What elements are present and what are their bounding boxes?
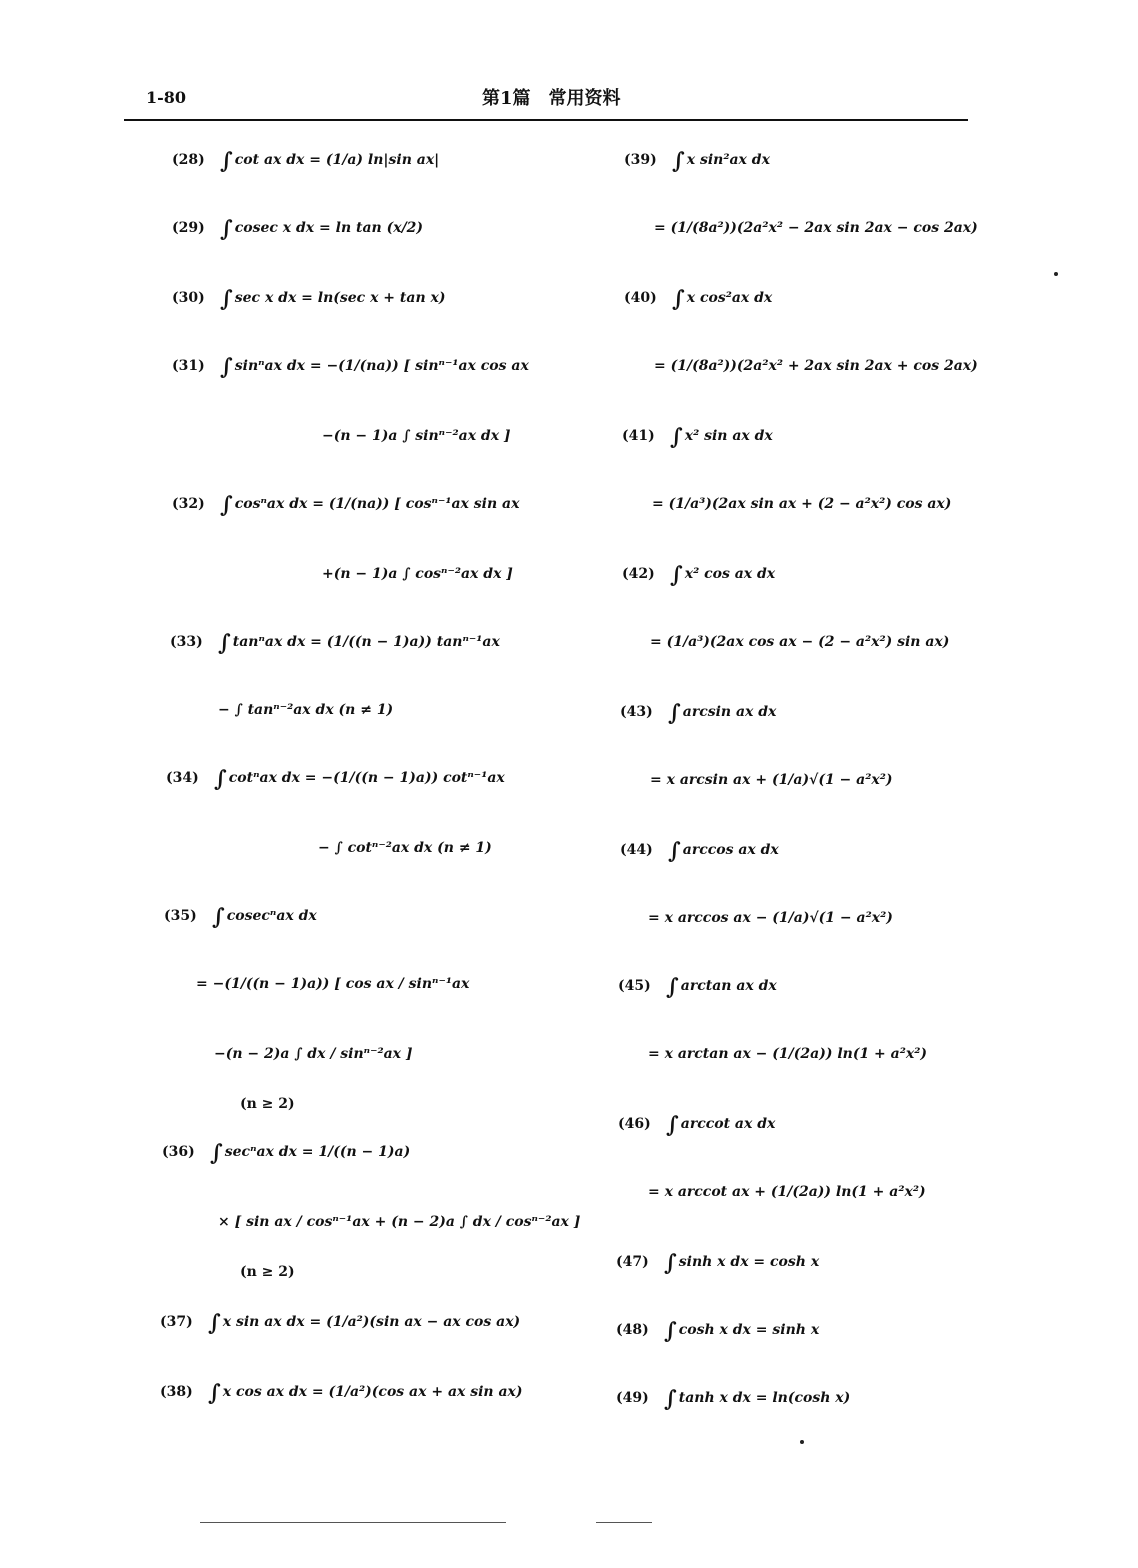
- formula-31: [172, 354, 529, 380]
- formula-text: = (1/(8a²))(2a²x² + 2ax sin 2ax + cos 2ax): [654, 358, 978, 374]
- formula-text: x sin²ax dx: [686, 152, 770, 168]
- formula-49: [616, 1386, 851, 1412]
- formula-number: (46): [618, 1116, 651, 1132]
- formula-text: arcsin ax dx: [682, 704, 777, 720]
- formula-35-cont2: [214, 1044, 413, 1064]
- formula-text: x² cos ax dx: [684, 566, 776, 582]
- formula-number: (43): [620, 704, 653, 720]
- page-header: [124, 84, 968, 120]
- formula-35-condition: [240, 1094, 295, 1114]
- formula-39: [624, 148, 770, 174]
- formula-text: = x arccos ax − (1/a)√(1 − a²x²): [648, 910, 893, 926]
- formula-text: arccot ax dx: [680, 1116, 776, 1132]
- formula-text: sinh x dx = cosh x: [678, 1254, 820, 1270]
- integral-sign-icon: ∫: [210, 1140, 223, 1166]
- formula-number: (45): [618, 978, 651, 994]
- integral-sign-icon: ∫: [220, 286, 233, 312]
- integral-sign-icon: ∫: [220, 216, 233, 242]
- integral-sign-icon: ∫: [664, 1318, 677, 1344]
- integral-sign-icon: ∫: [670, 424, 683, 450]
- formula-text: (n ≥ 2): [240, 1264, 295, 1280]
- scan-speck: [1054, 272, 1058, 276]
- formula-40-result: [654, 356, 978, 376]
- formula-33-cont: [218, 700, 393, 720]
- integral-sign-icon: ∫: [218, 630, 231, 656]
- formula-text: x² sin ax dx: [684, 428, 773, 444]
- integral-sign-icon: ∫: [664, 1386, 677, 1412]
- formula-42: [622, 562, 776, 588]
- formula-39-result: [654, 218, 978, 238]
- formula-35-cont1: [196, 974, 469, 994]
- integral-sign-icon: ∫: [666, 1112, 679, 1138]
- formula-text: cosⁿax dx = (1/(na)) [ cosⁿ⁻¹ax sin ax: [234, 496, 520, 512]
- integral-sign-icon: ∫: [668, 838, 681, 864]
- formula-text: − ∫ tanⁿ⁻²ax dx (n ≠ 1): [218, 702, 394, 718]
- formula-42-result: [650, 632, 949, 652]
- formula-37: [160, 1310, 521, 1336]
- formula-number: (39): [624, 152, 657, 168]
- page-number: 1-80: [146, 88, 187, 107]
- formula-number: (34): [166, 770, 199, 786]
- integral-sign-icon: ∫: [672, 286, 685, 312]
- integral-sign-icon: ∫: [220, 148, 233, 174]
- formula-number: (32): [172, 496, 205, 512]
- formula-35: [164, 904, 317, 930]
- formula-text: sec x dx = ln(sec x + tan x): [234, 290, 446, 306]
- formula-number: (38): [160, 1384, 193, 1400]
- formula-text: arccos ax dx: [682, 842, 779, 858]
- formula-45-result: [648, 1044, 927, 1064]
- formula-text: (n ≥ 2): [240, 1096, 295, 1112]
- formula-33: [170, 630, 500, 656]
- formula-34: [166, 766, 505, 792]
- formula-32: [172, 492, 520, 518]
- scan-artifact-rule: [200, 1522, 506, 1523]
- formula-text: = (1/a³)(2ax sin ax + (2 − a²x²) cos ax): [652, 496, 952, 512]
- running-title: 第1篇 常用资料: [482, 88, 621, 109]
- formula-28: [172, 148, 440, 174]
- formula-text: cosec x dx = ln tan (x/2): [234, 220, 424, 236]
- header-rule: [124, 119, 968, 121]
- formula-text: cotⁿax dx = −(1/((n − 1)a)) cotⁿ⁻¹ax: [228, 770, 505, 786]
- formula-30: [172, 286, 446, 312]
- formula-number: (47): [616, 1254, 649, 1270]
- formula-number: (42): [622, 566, 655, 582]
- formula-41-result: [652, 494, 951, 514]
- formula-text: arctan ax dx: [680, 978, 777, 994]
- formula-46: [618, 1112, 776, 1138]
- formula-43-result: [650, 770, 892, 790]
- formula-number: (41): [622, 428, 655, 444]
- scan-artifact-rule: [596, 1522, 652, 1523]
- integral-sign-icon: ∫: [670, 562, 683, 588]
- formula-36-cont: [218, 1212, 580, 1232]
- formula-32-cont: [322, 564, 513, 584]
- integral-sign-icon: ∫: [666, 974, 679, 1000]
- formula-41: [622, 424, 773, 450]
- formula-36: [162, 1140, 411, 1166]
- integral-sign-icon: ∫: [220, 354, 233, 380]
- formula-number: (30): [172, 290, 205, 306]
- formula-47: [616, 1250, 820, 1276]
- formula-number: (37): [160, 1314, 193, 1330]
- formula-text: −(n − 1)a ∫ sinⁿ⁻²ax dx ]: [322, 428, 511, 444]
- formula-text: +(n − 1)a ∫ cosⁿ⁻²ax dx ]: [322, 566, 513, 582]
- formula-text: cot ax dx = (1/a) ln|sin ax|: [234, 152, 440, 168]
- formula-38: [160, 1380, 523, 1406]
- integral-sign-icon: ∫: [664, 1250, 677, 1276]
- formula-44: [620, 838, 779, 864]
- formula-text: = x arctan ax − (1/(2a)) ln(1 + a²x²): [648, 1046, 927, 1062]
- formula-29: [172, 216, 424, 242]
- formula-number: (28): [172, 152, 205, 168]
- formula-text: = −(1/((n − 1)a)) [ cos ax / sinⁿ⁻¹ax: [196, 976, 470, 992]
- formula-number: (44): [620, 842, 653, 858]
- formula-43: [620, 700, 777, 726]
- formula-text: cosecⁿax dx: [226, 908, 317, 924]
- formula-45: [618, 974, 777, 1000]
- formula-34-cont: [318, 838, 492, 858]
- formula-text: x cos ax dx = (1/a²)(cos ax + ax sin ax): [222, 1384, 523, 1400]
- formula-number: (35): [164, 908, 197, 924]
- formula-40: [624, 286, 773, 312]
- formula-text: = x arcsin ax + (1/a)√(1 − a²x²): [650, 772, 893, 788]
- formula-text: tanⁿax dx = (1/((n − 1)a)) tanⁿ⁻¹ax: [232, 634, 500, 650]
- formula-text: = x arccot ax + (1/(2a)) ln(1 + a²x²): [648, 1184, 926, 1200]
- formula-number: (49): [616, 1390, 649, 1406]
- formula-number: (40): [624, 290, 657, 306]
- formula-text: − ∫ cotⁿ⁻²ax dx (n ≠ 1): [318, 840, 492, 856]
- formula-number: (29): [172, 220, 205, 236]
- formula-text: −(n − 2)a ∫ dx / sinⁿ⁻²ax ]: [214, 1046, 413, 1062]
- formula-text: cosh x dx = sinh x: [678, 1322, 820, 1338]
- integral-sign-icon: ∫: [668, 700, 681, 726]
- integral-sign-icon: ∫: [214, 766, 227, 792]
- formula-number: (31): [172, 358, 205, 374]
- integral-sign-icon: ∫: [208, 1310, 221, 1336]
- formula-31-cont: [322, 426, 511, 446]
- integral-sign-icon: ∫: [208, 1380, 221, 1406]
- integral-sign-icon: ∫: [220, 492, 233, 518]
- scan-speck: [800, 1440, 804, 1444]
- formula-text: secⁿax dx = 1/((n − 1)a): [224, 1144, 411, 1160]
- integral-sign-icon: ∫: [672, 148, 685, 174]
- formula-48: [616, 1318, 820, 1344]
- formula-number: (36): [162, 1144, 195, 1160]
- formula-46-result: [648, 1182, 926, 1202]
- formula-text: = (1/a³)(2ax cos ax − (2 − a²x²) sin ax): [650, 634, 950, 650]
- formula-number: (48): [616, 1322, 649, 1338]
- formula-text: tanh x dx = ln(cosh x): [678, 1390, 851, 1406]
- integral-sign-icon: ∫: [212, 904, 225, 930]
- formula-text: sinⁿax dx = −(1/(na)) [ sinⁿ⁻¹ax cos ax: [234, 358, 529, 374]
- formula-text: = (1/(8a²))(2a²x² − 2ax sin 2ax − cos 2ax): [654, 220, 978, 236]
- formula-text: x sin ax dx = (1/a²)(sin ax − ax cos ax): [222, 1314, 521, 1330]
- formula-text: x cos²ax dx: [686, 290, 773, 306]
- formula-36-condition: [240, 1262, 295, 1282]
- formula-number: (33): [170, 634, 203, 650]
- formula-text: × [ sin ax / cosⁿ⁻¹ax + (n − 2)a ∫ dx / cosⁿ⁻²ax ]: [218, 1214, 581, 1230]
- formula-44-result: [648, 908, 893, 928]
